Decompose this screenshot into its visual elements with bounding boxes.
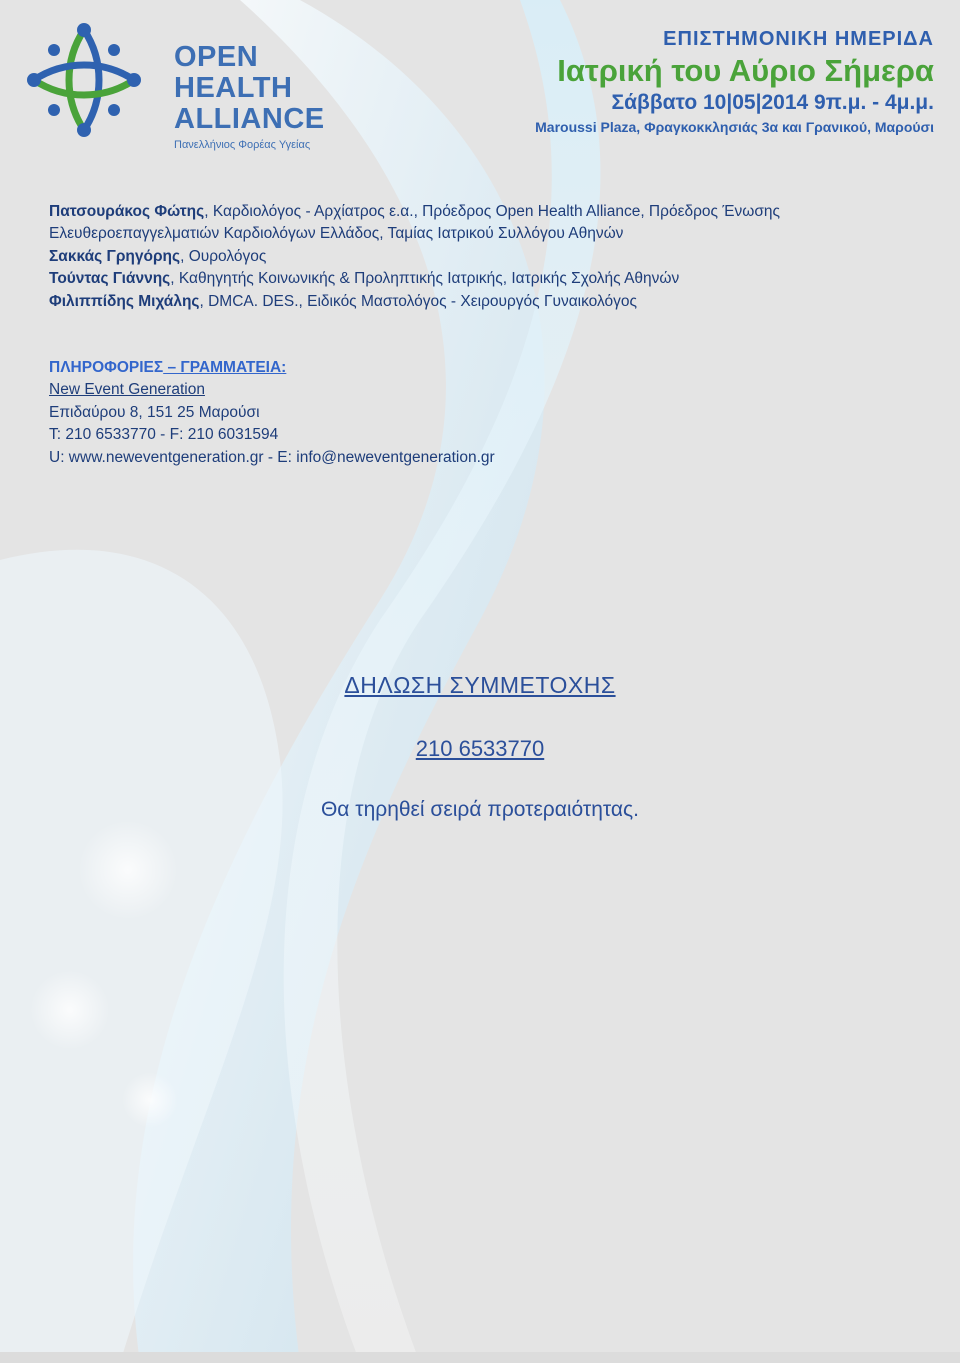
- brand-line-health: HEALTH: [174, 72, 293, 104]
- registration-note: Θα τηρηθεί σειρά προτεραιότητας.: [320, 798, 640, 821]
- info-phones: T: 210 6533770 - F: 210 6031594: [49, 426, 279, 444]
- brand-subtitle: Πανελλήνιος Φορέας Υγείας: [174, 139, 311, 151]
- event-header: [535, 28, 934, 135]
- speaker-item: [49, 268, 929, 290]
- speaker-role: , Ουρολόγος: [180, 247, 267, 265]
- info-heading-b: – ΓΡΑΜΜΑΤΕΙΑ:: [163, 359, 287, 376]
- registration-phone[interactable]: 210 6533770: [415, 736, 545, 761]
- speaker-role: , DMCA. DES., Ειδικός Μαστολόγος - Χειρουργός Γυναικολόγος: [199, 292, 637, 310]
- info-address: Επιδαύρου 8, 151 25 Μαρούσι: [49, 403, 260, 421]
- speaker-item: [49, 291, 929, 313]
- event-kicker: ΕΠΙΣΤΗΜΟΝΙΚΗ ΗΜΕΡΙΔΑ: [663, 28, 934, 50]
- event-title: Ιατρική του Αύριο Σήμερα: [557, 53, 934, 88]
- speaker-name: Πατσουράκος Φώτης: [49, 203, 205, 220]
- info-heading: [49, 357, 495, 379]
- speaker-role: , Καρδιολόγος - Αρχίατρος ε.α., Πρόεδρος Open Health Alliance, Πρόεδρος Ένωσης Ελευθεροεπαγγελματιών Καρδιολόγων Ελλάδος, Ταμίας Ιατρικού Συλλόγου Αθηνών: [49, 203, 780, 243]
- speaker-name: Φιλιππίδης Μιχάλης: [49, 292, 200, 310]
- event-venue: Maroussi Plaza, Φραγκοκκλησιάς 3α και Γρανικού, Μαρούσι: [535, 119, 934, 135]
- brand-line-open: OPEN: [174, 41, 259, 73]
- event-date: Σάββατο 10|05|2014 9π.μ. - 4μ.μ.: [611, 91, 934, 114]
- cross-network-icon: [24, 20, 144, 140]
- info-web-email[interactable]: U: www.neweventgeneration.gr - E: info@neweventgeneration.gr: [49, 448, 495, 466]
- speaker-item: [49, 246, 929, 268]
- speaker-name: Σακκάς Γρηγόρης: [49, 247, 181, 265]
- info-block: [49, 357, 495, 469]
- registration-title: ΔΗΛΩΣΗ ΣΥΜΜΕΤΟΧΗΣ: [344, 672, 616, 698]
- brand-line-alliance: ALLIANCE: [174, 103, 325, 135]
- speakers-list: [49, 201, 929, 313]
- speaker-item: [49, 201, 929, 246]
- speaker-name: Τούντας Γιάννης: [49, 270, 171, 288]
- info-heading-a: ΠΛΗΡΟΦΟΡΙΕΣ: [49, 359, 164, 376]
- open-health-alliance-logo: [24, 20, 325, 151]
- info-company-link[interactable]: New Event Generation: [49, 381, 205, 399]
- speaker-role: , Καθηγητής Κοινωνικής & Προληπτικής Ιατρικής, Ιατρικής Σχολής Αθηνών: [170, 270, 680, 288]
